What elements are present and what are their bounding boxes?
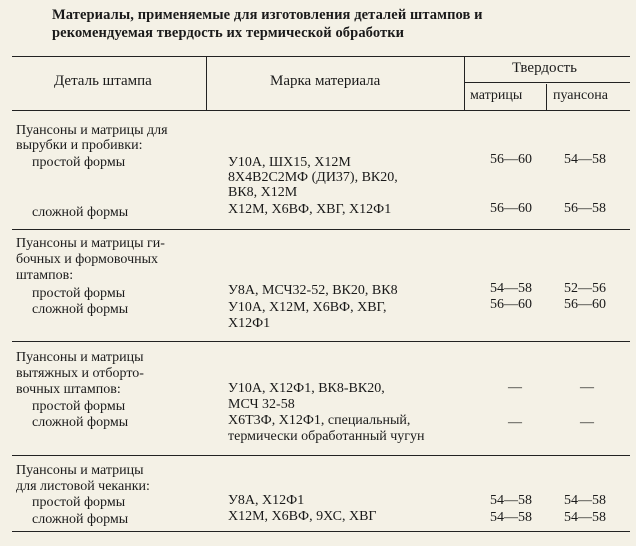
group-title-line: Пуансоны и матрицы ги- <box>16 236 165 251</box>
row-part: простой формы <box>32 495 126 510</box>
row-material-line: Х6Т3Ф, Х12Ф1, специальный, <box>228 413 411 428</box>
row-die-hardness: — <box>508 415 522 430</box>
header-punch: пуансона <box>553 88 608 103</box>
caption-line-1: Материалы, применяемые для изготовления деталей штампов и <box>52 7 483 23</box>
header-material: Марка материала <box>270 73 381 89</box>
row-punch-hardness: 56—58 <box>564 201 606 216</box>
group-title-line: бочных и формовочных <box>16 252 159 267</box>
row-material-line: ВК8, Х12М <box>228 185 298 200</box>
group-rule-1 <box>12 229 630 230</box>
row-material-line: У8А, МСЧ32-52, ВК20, ВК8 <box>228 283 398 298</box>
row-part: сложной формы <box>32 302 129 317</box>
group-title-line: вочных штампов: <box>16 382 121 397</box>
group-title-line: вытяжных и отборто- <box>16 366 144 381</box>
row-punch-hardness: — <box>580 380 594 395</box>
header-hardness: Твердость <box>512 60 577 76</box>
row-material-line: Х12Ф1 <box>228 316 271 331</box>
row-part: сложной формы <box>32 512 129 527</box>
row-die-hardness: — <box>508 380 522 395</box>
group-title-line: Пуансоны и матрицы <box>16 350 144 365</box>
table-bottom-rule <box>12 531 630 532</box>
row-material-line: У10А, Х12Ф1, ВК8-ВК20, <box>228 381 385 396</box>
header-die: матрицы <box>470 88 523 103</box>
row-die-hardness: 56—60 <box>490 297 532 312</box>
header-divider-2 <box>464 56 465 110</box>
row-die-hardness: 56—60 <box>490 152 532 167</box>
row-die-hardness: 54—58 <box>490 281 532 296</box>
row-die-hardness: 56—60 <box>490 201 532 216</box>
header-divider-3 <box>546 84 547 110</box>
group-title-line: штампов: <box>16 268 74 283</box>
row-part: сложной формы <box>32 415 129 430</box>
row-part: простой формы <box>32 399 126 414</box>
row-part: простой формы <box>32 155 126 170</box>
row-punch-hardness: 56—60 <box>564 297 606 312</box>
row-part: простой формы <box>32 286 126 301</box>
row-material-line: У10А, Х12М, Х6ВФ, ХВГ, <box>228 300 387 315</box>
header-part: Деталь штампа <box>54 73 152 89</box>
row-material-line: термически обработанный чугун <box>228 429 425 444</box>
table-caption <box>52 6 612 42</box>
row-material-line: У8А, Х12Ф1 <box>228 493 305 508</box>
row-die-hardness: 54—58 <box>490 510 532 525</box>
row-die-hardness: 54—58 <box>490 493 532 508</box>
group-rule-3 <box>12 455 630 456</box>
header-top-rule <box>12 56 630 57</box>
row-material-line: МСЧ 32-58 <box>228 397 295 412</box>
row-material-line: Х12М, Х6ВФ, 9ХС, ХВГ <box>228 509 377 524</box>
hardness-subrule <box>464 82 630 83</box>
row-punch-hardness: 52—56 <box>564 281 606 296</box>
row-part: сложной формы <box>32 205 129 220</box>
row-material-line: У10А, ШХ15, Х12М <box>228 155 351 170</box>
row-punch-hardness: 54—58 <box>564 152 606 167</box>
group-title-line: Пуансоны и матрицы <box>16 463 144 478</box>
row-punch-hardness: 54—58 <box>564 510 606 525</box>
row-punch-hardness: 54—58 <box>564 493 606 508</box>
group-title-line: вырубки и пробивки: <box>16 138 143 153</box>
row-material-line: 8Х4В2С2МФ (ДИ37), ВК20, <box>228 170 398 185</box>
row-punch-hardness: — <box>580 415 594 430</box>
group-title-line: Пуансоны и матрицы для <box>16 123 168 138</box>
caption-line-2: рекомендуемая твердость их термической обработки <box>52 25 405 41</box>
header-bottom-rule <box>12 110 630 111</box>
header-divider-1 <box>206 56 207 110</box>
group-rule-2 <box>12 341 630 342</box>
row-material-line: Х12М, Х6ВФ, ХВГ, Х12Ф1 <box>228 202 392 217</box>
group-title-line: для листовой чеканки: <box>16 479 150 494</box>
